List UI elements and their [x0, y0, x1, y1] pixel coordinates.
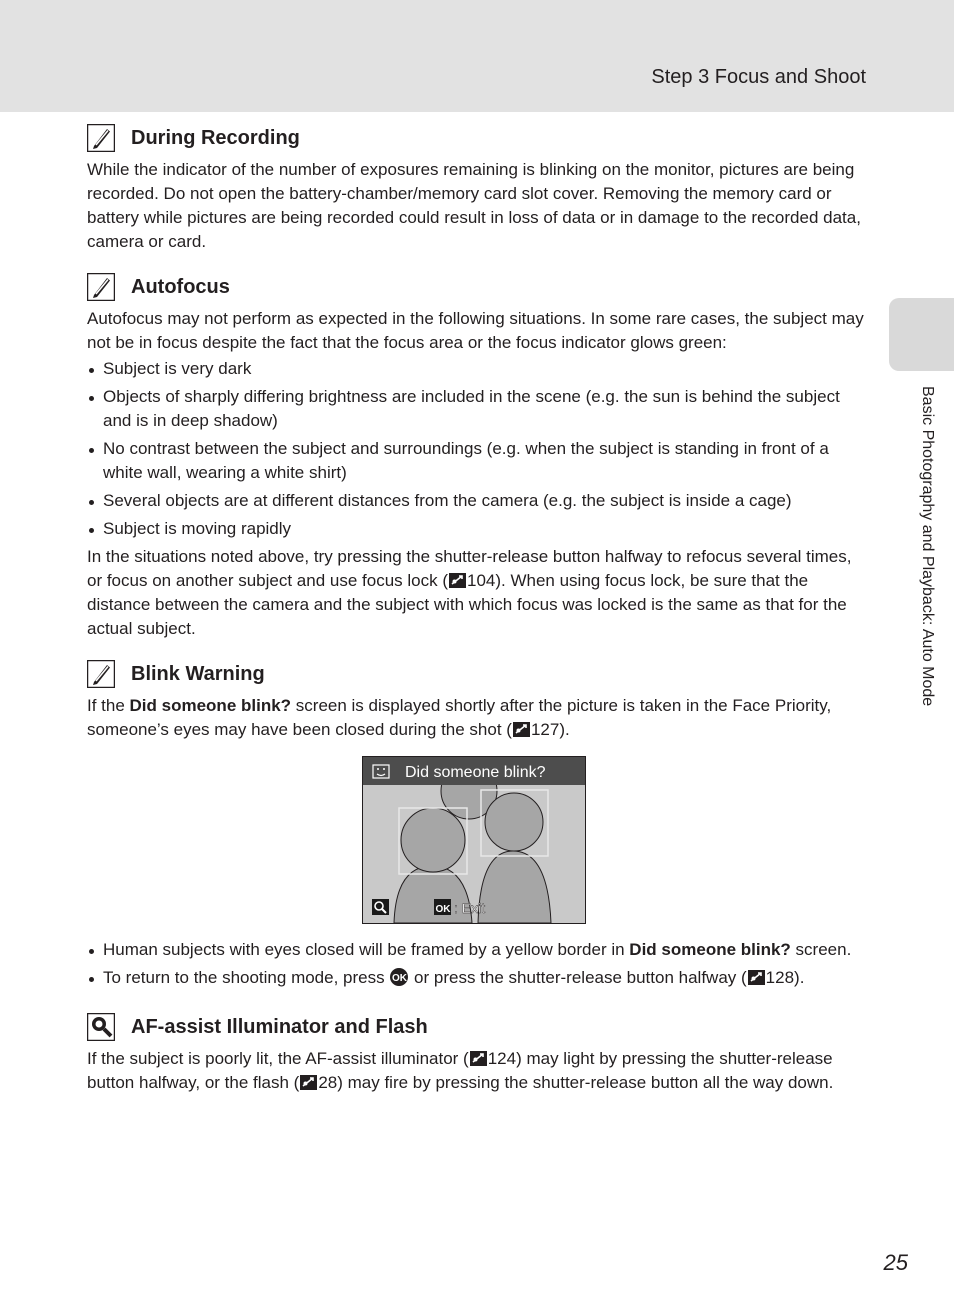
list-item: Objects of sharply differing brightness are included in the scene (e.g. the sun is behind the subject and is in deep shadow) — [87, 385, 869, 433]
paragraph: If the Did someone blink? screen is displayed shortly after the picture is taken in the Face Priority, someone’s eyes may have been closed during the shot ( 127). — [87, 696, 832, 739]
blink-screen-svg — [362, 756, 586, 924]
section-heading-blink-warning — [87, 654, 869, 694]
svg-text:OK: OK — [392, 973, 408, 984]
note-magnifier-icon — [87, 1013, 115, 1041]
list-item: Subject is very dark — [87, 357, 869, 381]
camera-screen-illustration — [362, 756, 586, 924]
ok-label: OK — [435, 904, 451, 915]
section-title: Autofocus — [131, 275, 230, 298]
caution-pencil-icon — [87, 124, 115, 152]
page-reference-link[interactable]: 124 — [487, 1049, 517, 1068]
page-reference-icon — [470, 1051, 487, 1066]
list-item: Human subjects with eyes closed will be framed by a yellow border in Did someone blink? screen. — [87, 938, 869, 962]
ok-button-icon — [389, 967, 409, 987]
list-item: Several objects are at different distances from the camera (e.g. the subject is inside a cage) — [87, 489, 869, 513]
page-number: 25 — [883, 1250, 908, 1275]
page-reference-link[interactable]: 104 — [466, 571, 496, 590]
page-reference-icon — [449, 573, 466, 588]
caution-pencil-icon — [87, 660, 115, 688]
section-title: AF-assist Illuminator and Flash — [131, 1015, 428, 1038]
page-header-title: Step 3 Focus and Shoot — [651, 66, 866, 88]
list-item: Subject is moving rapidly — [87, 517, 869, 541]
paragraph: In the situations noted above, try pressing the shutter-release button halfway to refocus several times, or focus on another subject and use focus lock ( 104). When using focus lock, be sure that the distance between the camera and the subject with which focus was locked is the same as that for the actual subject. — [87, 547, 852, 638]
section-title: During Recording — [131, 126, 300, 149]
list-item: No contrast between the subject and surroundings (e.g. when the subject is standing in front of a white wall, wearing a white shirt) — [87, 437, 869, 485]
page-reference-link[interactable]: 28 — [318, 1073, 338, 1092]
screen-exit-label: : Exit — [454, 900, 486, 916]
chapter-tab — [889, 298, 954, 371]
paragraph: While the indicator of the number of exposures remaining is blinking on the monitor, pictures are being recorded. Do not open the battery-chamber/memory card slot cover. Removing the memory card or battery while pictures are being recorded could result in loss of data or in damage to the recorded data, camera or card. — [87, 160, 861, 251]
page-reference-icon — [300, 1075, 317, 1090]
section-heading-during-recording — [87, 118, 869, 158]
caution-pencil-icon — [87, 273, 115, 301]
list-item: To return to the shooting mode, press OK or press the shutter-release button halfway ( 128). — [87, 966, 869, 990]
paragraph: If the subject is poorly lit, the AF-assist illuminator ( 124) may light by pressing the shutter-release button halfway, or the flash ( 28) may fire by pressing the shutter-release button all the way down. — [87, 1049, 834, 1092]
section-heading-af-assist — [87, 1007, 869, 1047]
ok-button-icon — [434, 899, 451, 915]
page-reference-link[interactable]: 128 — [765, 968, 795, 987]
section-heading-autofocus — [87, 267, 869, 307]
header-band — [0, 0, 954, 112]
bullet-list — [87, 938, 869, 990]
page-reference-link[interactable]: 127 — [530, 720, 560, 739]
section-title: Blink Warning — [131, 662, 265, 685]
zoom-icon — [372, 899, 389, 915]
screen-banner-text: Did someone blink? — [405, 764, 546, 781]
chapter-side-label: Basic Photography and Playback: Auto Mode — [919, 386, 936, 707]
paragraph: Autofocus may not perform as expected in the following situations. In some rare cases, the subject may not be in focus despite the fact that the focus area or the focus indicator glows green: — [87, 309, 864, 352]
main-content — [87, 118, 869, 1095]
page-reference-icon — [748, 970, 765, 985]
bullet-list — [87, 357, 869, 541]
page-reference-icon — [513, 722, 530, 737]
